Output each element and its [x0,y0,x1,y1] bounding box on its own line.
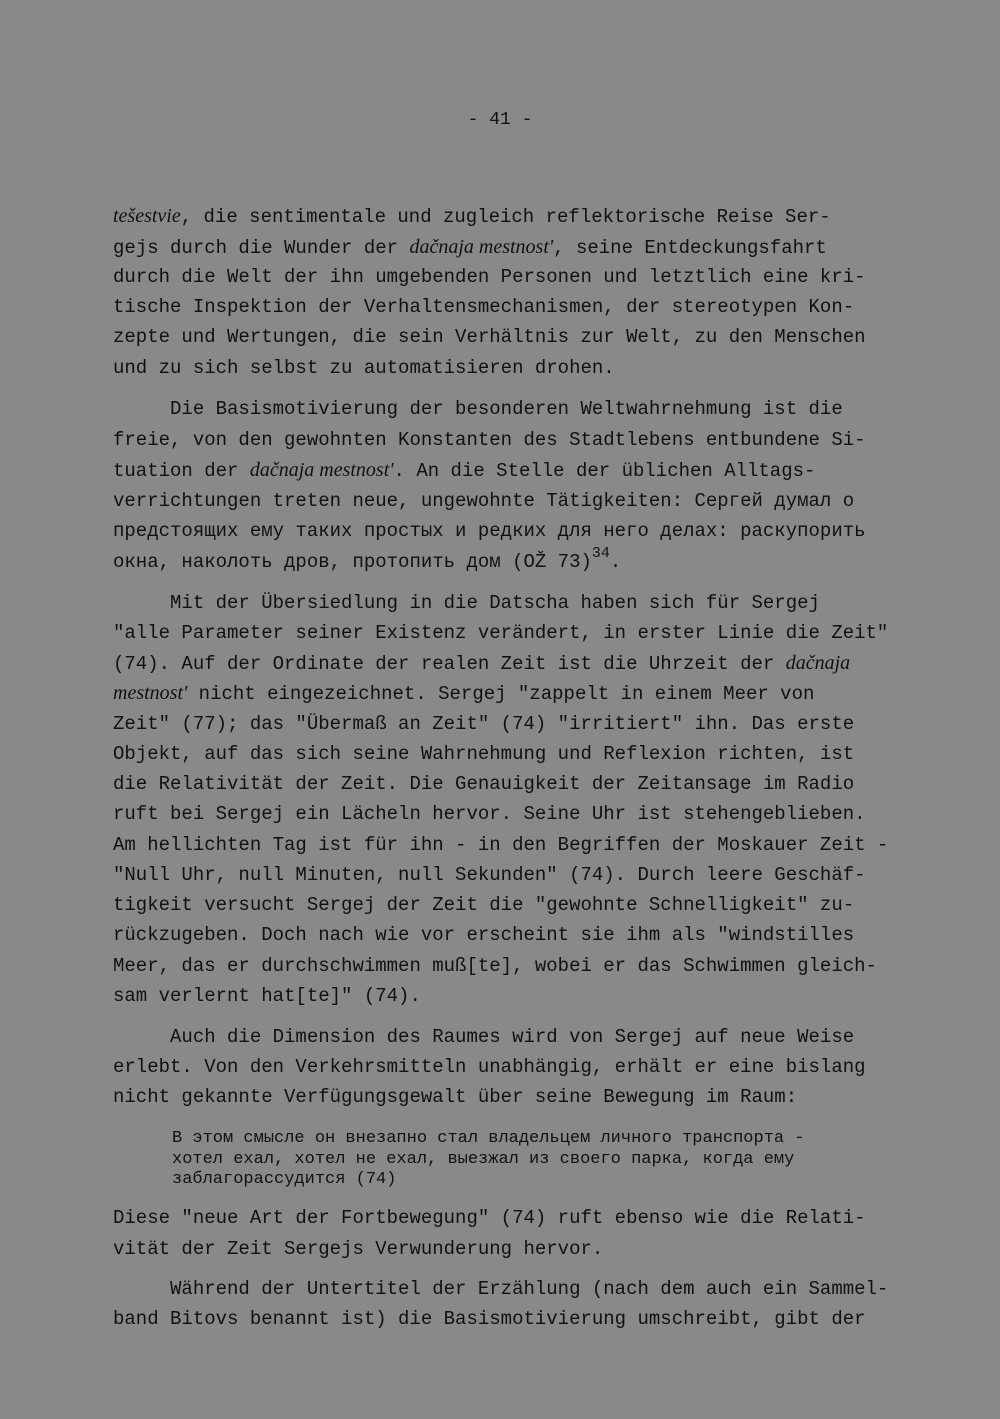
line-text: Diese "neue Art der Fortbewegung" (74) ruft ebenso wie die Relati- [113,1207,866,1229]
text-line [113,490,854,512]
text-line [113,545,622,573]
line-text: окна, наколоть дров, протопить дом (OŽ 73) [113,551,592,573]
line-text: Während der Untertitel der Erzählung (nach dem auch ein Sammel- [113,1278,889,1300]
line-text: , die sentimentale und zugleich reflektorische Reise Ser- [180,206,831,228]
italic-term: mestnost' [113,682,188,704]
text-line [113,1086,797,1108]
line-text: Am hellichten Tag ist für ihn - in den Begriffen der Moskauer Zeit - [113,834,889,856]
line-text: предстоящих ему таких простых и редких для него делах: раскупорить [113,520,866,542]
line-text: gejs durch die Wunder der [113,237,410,259]
italic-term: tešestvie [113,205,181,227]
line-text: Die Basismotivierung der besonderen Weltwahrnehmung ist die [113,398,843,420]
line-text: . [609,551,622,573]
footnote-ref: 34 [591,545,610,562]
line-text: В этом смысле он внезапно стал владельцем личного транспорта - [172,1129,805,1148]
page-number: - 41 - [467,110,533,130]
text-line [113,894,854,916]
text-line [113,652,850,675]
text-line [113,1238,603,1260]
text-line [113,429,866,451]
line-text: und zu sich selbst zu automatisieren drohen. [113,357,615,379]
line-text: Zeit" (77); das "Übermaß an Zeit" (74) "irritiert" ihn. Das erste [113,713,855,735]
line-text: rückzugeben. Doch nach wie vor erscheint sie ihm als "windstilles [113,924,855,946]
text-line [113,592,820,614]
line-text: erlebt. Von den Verkehrsmitteln unabhängig, erhält er eine bislang [113,1056,866,1078]
line-text: sam verlernt hat[te]" (74). [113,985,421,1007]
line-text: vität der Zeit Sergejs Verwunderung hervor. [113,1238,604,1260]
italic-term: dačnaja mestnost' [409,236,554,258]
text-line [113,1278,888,1300]
text-line [113,357,615,379]
text-line [113,622,888,644]
text-line [113,682,814,705]
text-line [113,1056,866,1078]
line-text: , seine Entdeckungsfahrt [553,237,827,259]
text-line [113,1026,854,1048]
line-text: "Null Uhr, null Minuten, null Sekunden" (74). Durch leere Geschäf- [113,864,866,886]
line-text: заблагорассудится (74) [172,1170,397,1189]
line-text: zepte und Wertungen, die sein Verhältnis zur Welt, zu den Menschen [113,326,866,348]
quote-line [172,1149,794,1171]
text-line [113,520,866,542]
line-text: ruft bei Sergej ein Lächeln hervor. Seine Uhr ist stehengeblieben. [113,803,866,825]
line-text: Auch die Dimension des Raumes wird von Sergej auf neue Weise [113,1026,855,1048]
line-text: (74). Auf der Ordinate der realen Zeit ist die Uhrzeit der [113,653,786,675]
line-text: die Relativität der Zeit. Die Genauigkeit der Zeitansage im Radio [113,773,855,795]
text-line [113,743,854,765]
line-text: Mit der Übersiedlung in die Datscha haben sich für Sergej [113,592,820,614]
line-text: tigkeit versucht Sergej der Zeit die "gewohnte Schnelligkeit" zu- [113,894,855,916]
text-line [113,985,421,1007]
text-line [113,1308,866,1330]
line-text: nicht eingezeichnet. Sergej "zappelt in einem Meer von [187,683,815,705]
line-text: tische Inspektion der Verhaltensmechanismen, der stereotypen Kon- [113,296,855,318]
text-line [113,955,877,977]
italic-term: dačnaja mestnost' [249,459,394,481]
line-text: freie, von den gewohnten Konstanten des Stadtlebens entbundene Si- [113,429,866,451]
line-text: verrichtungen treten neue, ungewohnte Tätigkeiten: Сергей думал о [113,490,855,512]
text-line [113,924,854,946]
italic-term: dačnaja [785,652,851,674]
line-text: "alle Parameter seiner Existenz verändert, in erster Linie die Zeit" [113,622,889,644]
quote-line [172,1128,805,1150]
text-line [113,398,843,420]
line-text: Objekt, auf das sich seine Wahrnehmung und Reflexion richten, ist [113,743,855,765]
text-line [113,713,854,735]
line-text: хотел ехал, хотел не ехал, выезжал из своего парка, когда ему [172,1150,795,1169]
text-line [113,834,888,856]
line-text: nicht gekannte Verfügungsgewalt über seine Bewegung im Raum: [113,1086,798,1108]
text-line [113,296,854,318]
text-line [113,326,866,348]
quote-line [172,1169,396,1191]
text-line [113,459,815,482]
line-text: durch die Welt der ihn umgebenden Personen und letztlich eine kri- [113,266,866,288]
text-line [113,236,827,259]
text-line [113,205,831,228]
text-line [113,864,866,886]
line-text: band Bitovs benannt ist) die Basismotivierung umschreibt, gibt der [113,1308,866,1330]
line-text: Meer, das er durchschwimmen muß[te], wobei er das Schwimmen gleich- [113,955,877,977]
text-line [113,266,866,288]
line-text: . An die Stelle der üblichen Alltags- [393,460,816,482]
text-line [113,803,866,825]
line-text: tuation der [113,460,250,482]
text-line [113,773,854,795]
text-line [113,1207,866,1229]
